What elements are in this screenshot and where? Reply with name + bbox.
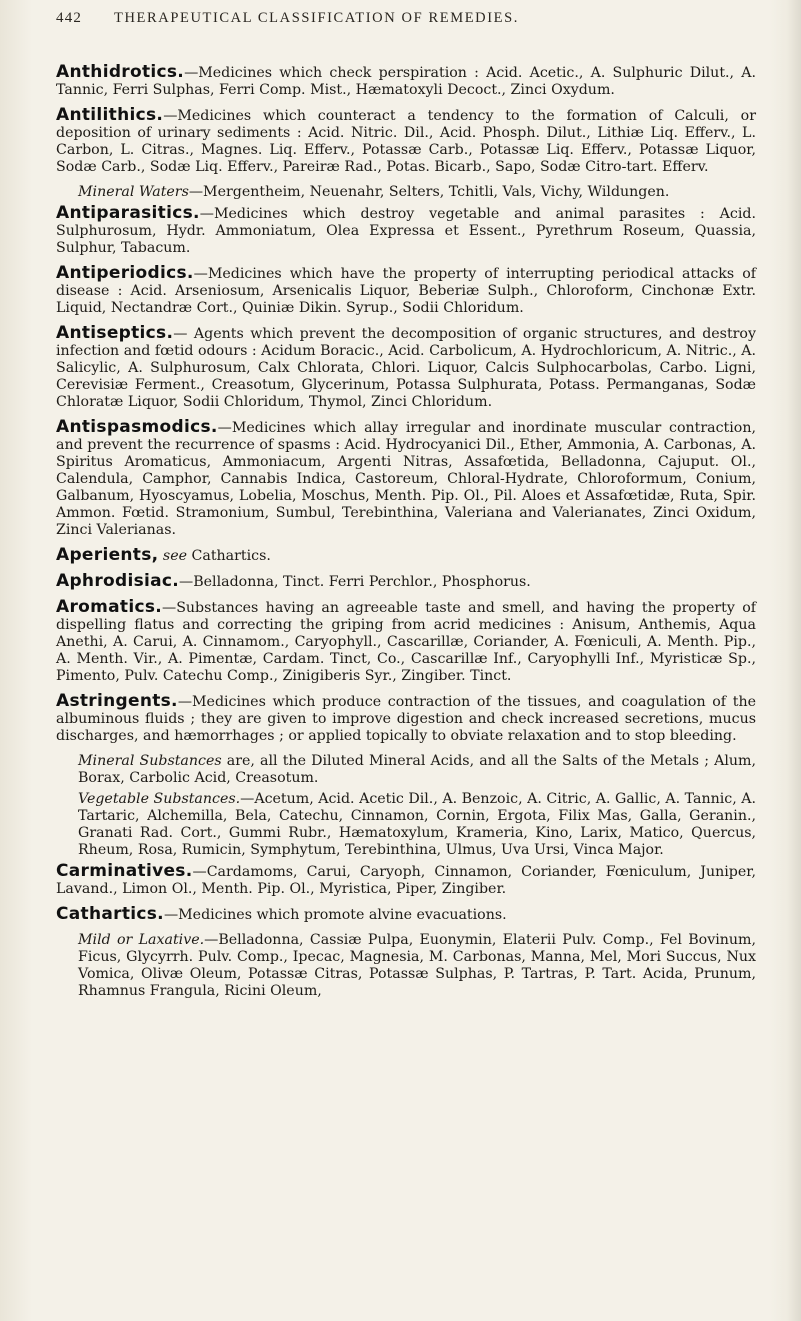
subentry-mineral-waters bbox=[78, 184, 756, 201]
entry-term: Cathartics. bbox=[56, 904, 164, 924]
entry-term: Antilithics. bbox=[56, 105, 164, 125]
entry-antiparasitics bbox=[56, 205, 756, 257]
entry-text: —Medicines which have the property of interrupting periodical attacks of disease : Acid. Arseniosum, Arsenicalis Liquor, Beberiæ Sulph., Chloroform, Cinchonæ Extr. Liquid, Nectandræ Cort., Quiniæ Dikin. Syrup., Sodii Chloridum. bbox=[56, 266, 756, 316]
entry-antilithics bbox=[56, 107, 756, 176]
subentry-text: —Mergentheim, Neuenahr, Selters, Tchitli, Vals, Vichy, Wildungen. bbox=[188, 184, 670, 200]
entry-antispasmodics bbox=[56, 419, 756, 539]
running-head bbox=[56, 6, 756, 34]
subentry-mineral-substances bbox=[78, 753, 756, 787]
entry-term: Aperients, bbox=[56, 545, 159, 565]
subentry-label: Mineral Waters bbox=[78, 184, 189, 200]
subentry-mild-laxative bbox=[78, 932, 756, 1000]
running-head-title: THERAPEUTICAL CLASSIFICATION OF REMEDIES. bbox=[114, 10, 520, 26]
entry-term: Aromatics. bbox=[56, 597, 163, 617]
entry-aromatics bbox=[56, 599, 756, 685]
subentry-label: Mineral Substances bbox=[78, 753, 222, 769]
entry-text: — Agents which prevent the decomposition of organic structures, and destroy infection and fœtid odours : Acidum Boracic., Acid. Carbolicum, A. Hydrochloricum, A. Nitric., A. Salicylic, A. Sulphurosum, Calx Chlorata, Chlori. Liquor, Calcis Sulphocarbolas, Carbo. Ligni, Cerevisiæ Ferment., Creasotum, Glycerinum, Potassa Sulphurata, Potass. Permanganas, Sodæ Chloratæ Liquor, Sodii Chloridum, Thymol, Zinci Chloridum. bbox=[56, 326, 756, 410]
entry-text: —Medicines which destroy vegetable and animal parasites : Acid. Sulphurosum, Hydr. Ammoniatum, Olea Expressa et Essent., Pyrethrum Roseum, Quassia, Sulphur, Tabacum. bbox=[56, 206, 756, 256]
subentry-text: —Acetum, Acid. Acetic Dil., A. Benzoic, A. Citric, A. Gallic, A. Tannic, A. Tartaric, Alchemilla, Bela, Catechu, Cinnamon, Cornin, Ergota, Filix Mas, Galla, Geranin., Granati Rad. Cort., Gummi Rubr., Hæmatoxylum, Krameria, Kino, Larix, Matico, Quercus, Rheum, Rosa, Rumicin, Symphytum, Terebinthina, Ulmus, Uva Ursi, Vinca Major. bbox=[78, 791, 756, 858]
entry-aphrodisiac bbox=[56, 573, 756, 591]
entry-aperients bbox=[56, 547, 756, 565]
entry-term: Astringents. bbox=[56, 691, 178, 711]
entry-term: Anthidrotics. bbox=[56, 62, 185, 82]
entry-term: Antiseptics. bbox=[56, 323, 174, 343]
entry-cathartics bbox=[56, 906, 756, 924]
page-body bbox=[56, 64, 756, 1004]
entry-term: Antiparasitics. bbox=[56, 203, 200, 223]
subentry-vegetable-substances bbox=[78, 791, 756, 859]
entry-term: Aphrodisiac. bbox=[56, 571, 180, 591]
entry-text: Cathartics. bbox=[187, 548, 271, 564]
cross-reference-see: see bbox=[162, 548, 187, 564]
entry-text: —Belladonna, Tinct. Ferri Perchlor., Phosphorus. bbox=[179, 574, 531, 590]
entry-text: —Medicines which counteract a tendency to the formation of Calculi, or deposition of urinary sediments : Acid. Nitric. Dil., Acid. Phosph. Dilut., Lithiæ Liq. Efferv., L. Carbon, L. Citras., Magnes. Liq. Efferv., Potassæ Carb., Potassæ Liq. Efferv., Potassæ Liquor, Sodæ Carb., Sodæ Liq. Efferv., Pareiræ Rad., Potas. Bicarb., Sapo, Sodæ Citro-tart. Efferv. bbox=[56, 108, 756, 175]
entry-term: Carminatives. bbox=[56, 861, 193, 881]
subentry-text: are, all the Diluted Mineral Acids, and all the Salts of the Metals ; Alum, Borax, Carbolic Acid, Creasotum. bbox=[78, 753, 756, 786]
entry-text: —Cardamoms, Carui, Caryoph, Cinnamon, Coriander, Fœniculum, Juniper, Lavand., Limon Ol., Menth. Pip. Ol., Myristica, Piper, Zingiber. bbox=[56, 864, 756, 897]
entry-text: —Substances having an agreeable taste and smell, and having the property of dispelling flatus and correcting the griping from acrid medicines : Anisum, Anthemis, Aqua Anethi, A. Carui, A. Cinnamom., Caryophyll., Cascarillæ, Coriander, A. Fœniculi, A. Menth. Pip., A. Menth. Vir., A. Pimentæ, Cardam. Tinct, Co., Cascarillæ Inf., Caryophylli Inf., Myristicæ Sp., Pimento, Pulv. Catechu Comp., Zinigiberis Syr., Zingiber. Tinct. bbox=[56, 600, 756, 684]
page-edge-shadow bbox=[787, 0, 801, 1321]
page-number: 442 bbox=[56, 10, 83, 26]
entry-text: —Medicines which allay irregular and inordinate muscular contraction, and prevent the recurrence of spasms : Acid. Hydrocyanici Dil., Ether, Ammonia, A. Carbonas, A. Spiritus Aromaticus, Ammoniacum, Argenti Nitras, Assafœtida, Belladonna, Cajuput. Ol., Calendula, Camphor, Cannabis Indica, Castoreum, Chloral-Hydrate, Chloroformum, Conium, Galbanum, Hyoscyamus, Lobelia, Moschus, Menth. Pip. Ol., Pil. Aloes et Assafœtidæ, Ruta, Spir. Ammon. Fœtid. Stramonium, Sumbul, Terebinthina, Valeriana and Valerianates, Zinci Oxidum, Zinci Valerianas. bbox=[56, 420, 756, 538]
entry-term: Antiperiodics. bbox=[56, 263, 194, 283]
subentry-label: Mild or Laxative. bbox=[78, 932, 205, 948]
entry-antiseptics bbox=[56, 325, 756, 411]
entry-carminatives bbox=[56, 863, 756, 898]
entry-anthidrotics bbox=[56, 64, 756, 99]
entry-text: —Medicines which produce contraction of the tissues, and coagulation of the albuminous fluids ; they are given to improve digestion and check increased secretions, mucus discharges, and hæmorrhages ; or applied topically to obviate relaxation and to stop bleeding. bbox=[56, 694, 756, 744]
subentry-text: —Belladonna, Cassiæ Pulpa, Euonymin, Elaterii Pulv. Comp., Fel Bovinum, Ficus, Glycyrrh. Pulv. Comp., Ipecac, Magnesia, M. Carbonas, Manna, Mel, Mori Succus, Nux Vomica, Olivæ Oleum, Potassæ Citras, Potassæ Sulphas, P. Tartras, P. Tart. Acida, Prunum, Rhamnus Frangula, Ricini Oleum, bbox=[78, 932, 756, 999]
entry-text: —Medicines which check perspiration : Acid. Acetic., A. Sulphuric Dilut., A. Tannic, Ferri Sulphas, Ferri Comp. Mist., Hæmatoxyli Decoct., Zinci Oxydum. bbox=[56, 65, 756, 98]
subentry-label: Vegetable Substances. bbox=[78, 791, 241, 807]
entry-term: Antispasmodics. bbox=[56, 417, 218, 437]
entry-text: —Medicines which promote alvine evacuations. bbox=[163, 907, 507, 923]
entry-astringents bbox=[56, 693, 756, 745]
entry-antiperiodics bbox=[56, 265, 756, 317]
